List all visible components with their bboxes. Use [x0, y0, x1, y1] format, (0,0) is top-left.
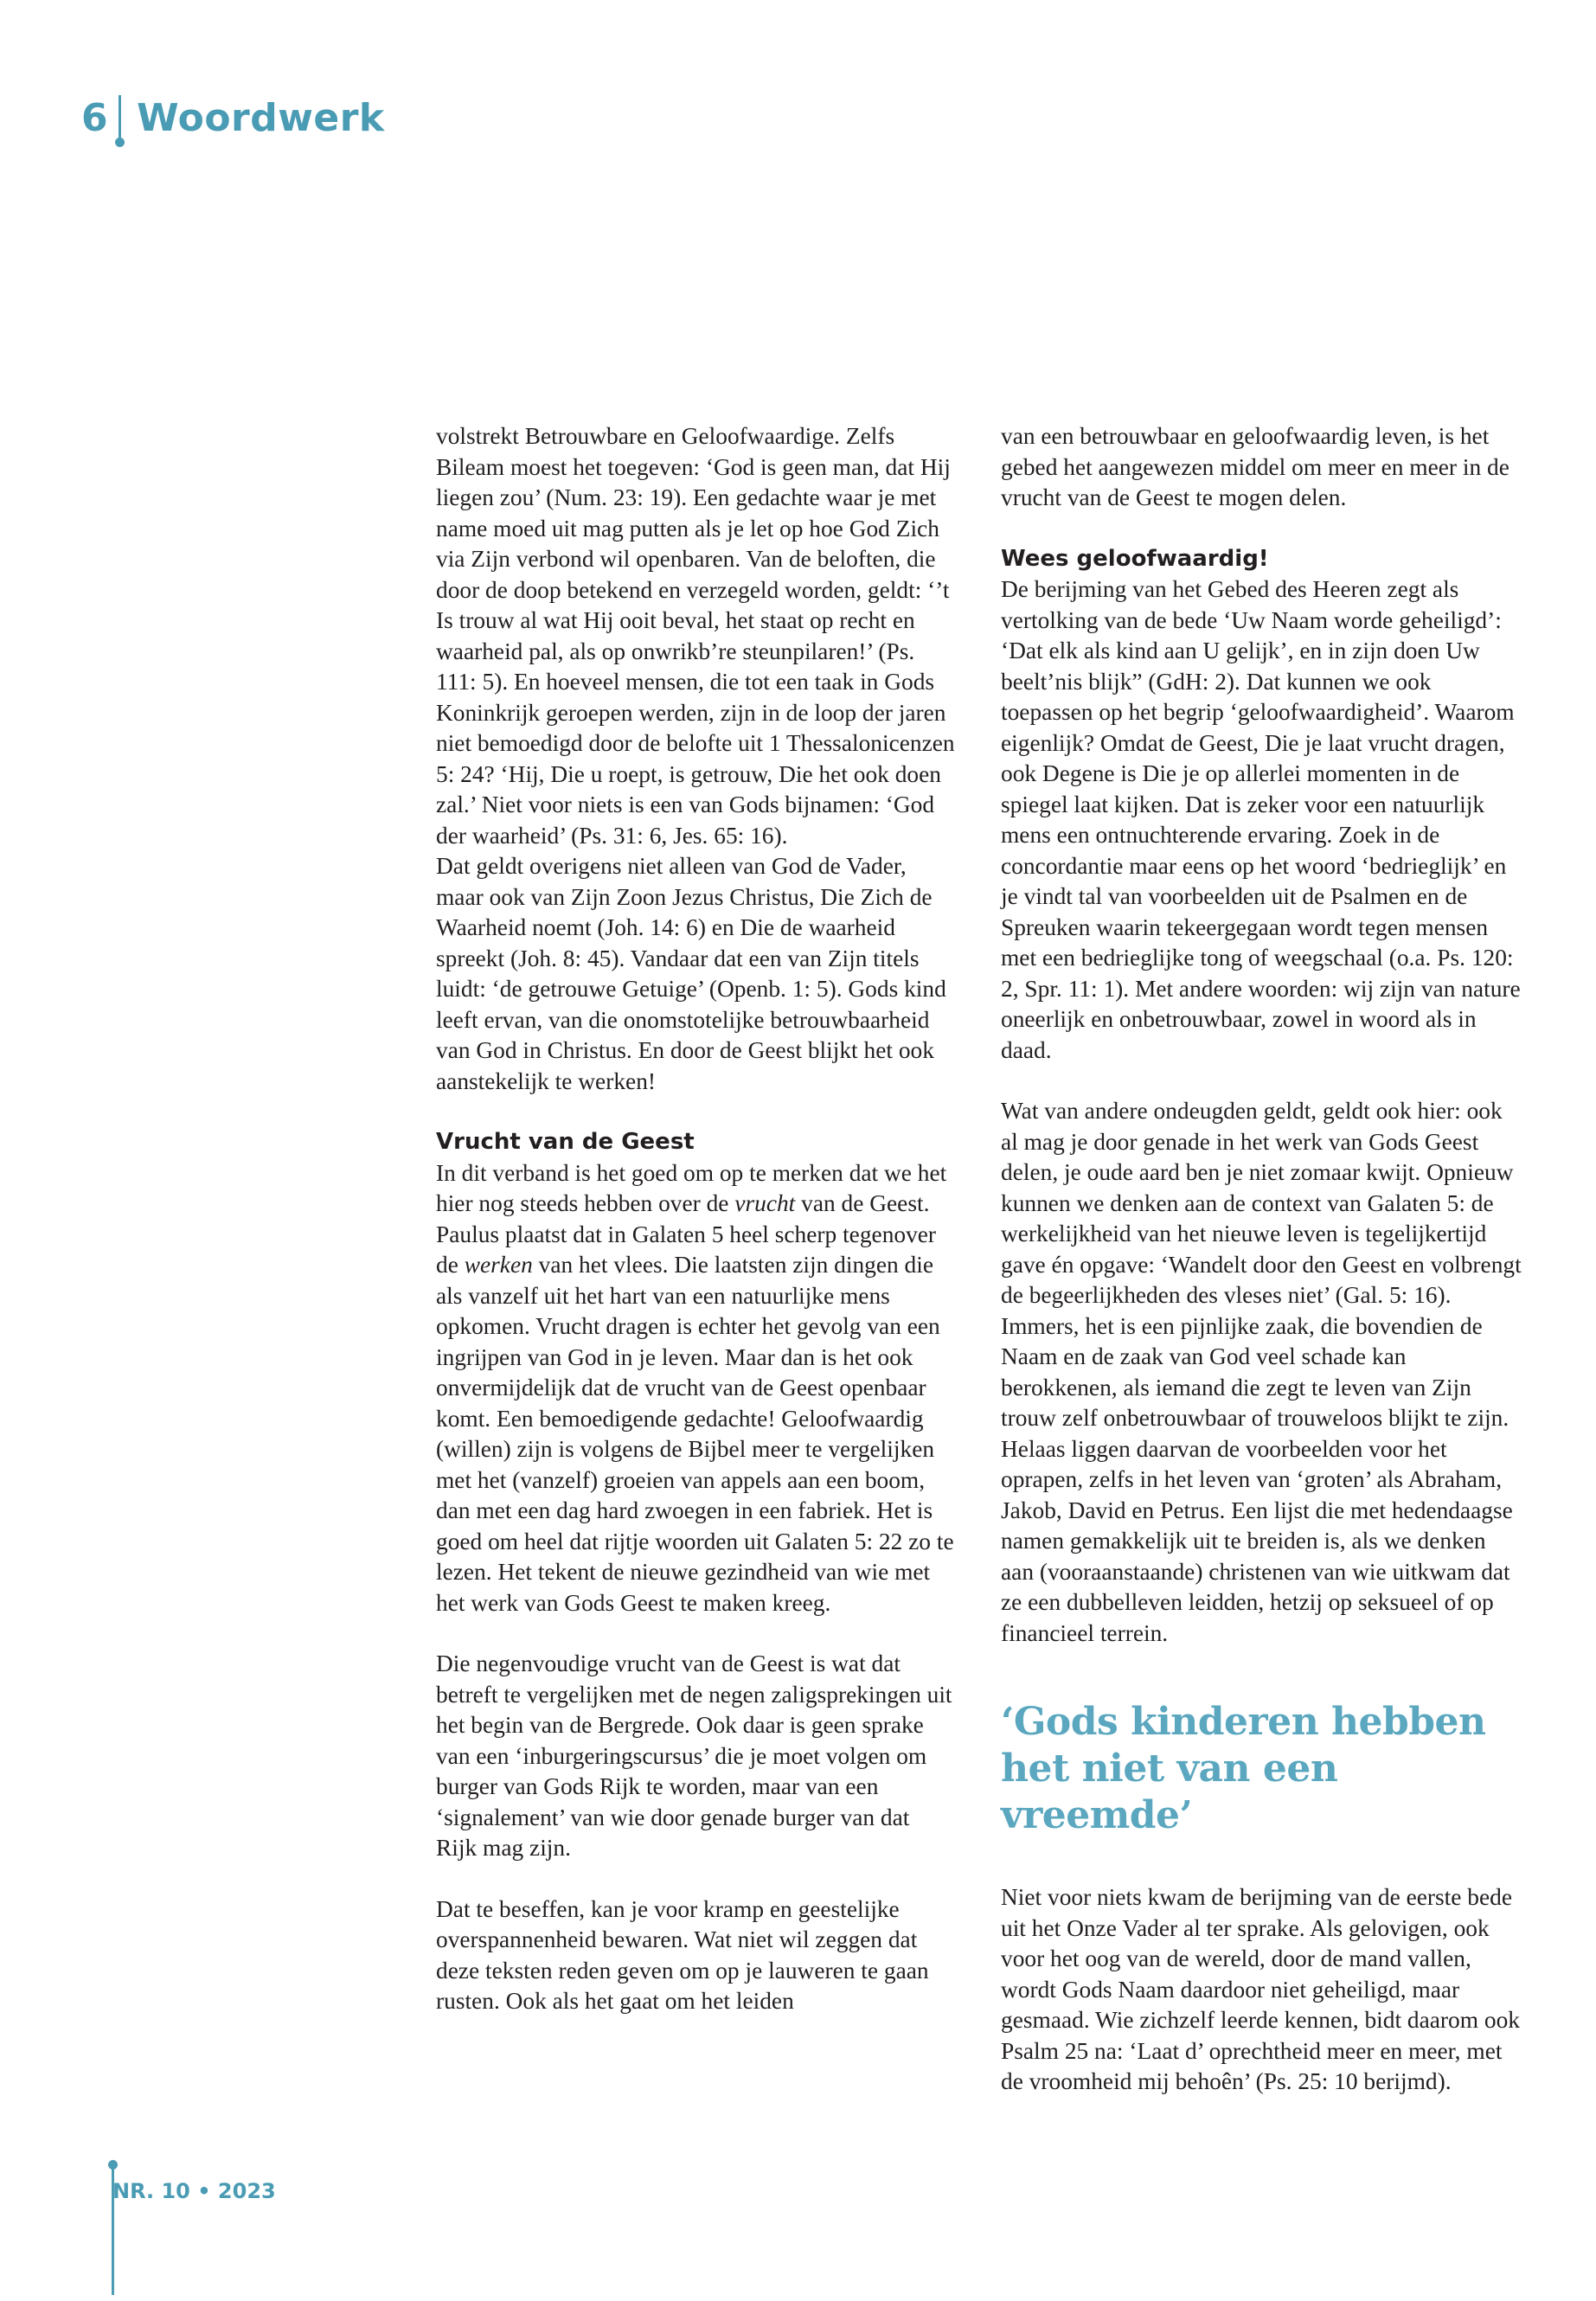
subheading-geloofwaardig: Wees geloofwaardig! [1001, 545, 1269, 572]
issue-number: NR. 10 • 2023 [112, 2179, 276, 2203]
page-number: 6 [81, 95, 109, 140]
paragraph: Die negenvoudige vrucht van de Geest is wat dat betreft te vergelijken met de negen zaligsprekingen uit het begin van de Bergrede. Ook daar is geen sprake van een ‘inburgeringscursus’ die je moet volgen om burger van Gods Rijk te worden, maar van een ‘signalement’ van wie door genade burger van dat Rijk mag zijn. [436, 1650, 952, 1861]
paragraph: In dit verband is het goed om op te merken dat we het hier nog steeds hebben over de vrucht van de Geest. Paulus plaatst dat in Galaten 5 heel scherp tegenover de werken van het vlees. Die laatsten zijn dingen die als vanzelf uit het hart van een natuurlijke mens opkomen. Vrucht dragen is echter het gevolg van een ingrijpen van God in je leven. Maar dan is het ook onvermijdelijk dat de vrucht van de Geest openbaar komt. Een bemoedigende gedachte! Geloofwaardig (willen) zijn is volgens de Bijbel meer te vergelijken met het (vanzelf) groeien van appels aan een boom, dan met een dag hard zwoegen in een fabriek. Het is goed om heel dat rijtje woorden uit Galaten 5: 22 zo te lezen. Het tekent de nieuwe gezindheid van wie met het werk van Gods Geest te maken kreeg. [436, 1159, 954, 1616]
pull-quote: ‘Gods kinderen hebben het niet van een vreemde’ [1001, 1700, 1486, 1837]
paragraph: Dat geldt overigens niet alleen van God de Vader, maar ook van Zijn Zoon Jezus Christus, Die Zich de Waarheid noemt (Joh. 14: 6) en Die de waarheid spreekt (Joh. 8: 45). Vandaar dat een van Zijn titels luidt: ‘de getrouwe Getuige’ (Openb. 1: 5). Gods kind leeft ervan, van die onomstotelijke betrouwbaarheid van God in Christus. En door de Geest blijkt het ook aanstekelijk te werken! [436, 853, 946, 1094]
paragraph: volstrekt Betrouwbare en Geloofwaardige. Zelfs Bileam moest het toegeven: ‘God is geen man, dat Hij liegen zou’ (Num. 23: 19). Een gedachte waar je met name moed uit mag putten als je let op hoe God Zich via Zijn verbond wil openbaren. Van de beloften, die door de doop betekend en verzegeld worden, geldt: ‘’t Is trouw al wat Hij ooit beval, het staat op recht en waarheid pal, als op onwrikb’re steunpilaren!’ (Ps. 111: 5). En hoeveel mensen, die tot een taak in Gods Koninkrijk geroepen werden, zijn in de loop der jaren niet bemoedigd door de belofte uit 1 Thessalonicenzen 5: 24? ‘Hij, Die u roept, is getrouw, Die het ook doen zal.’ Niet voor niets is een van Gods bijnamen: ‘God der waarheid’ (Ps. 31: 6, Jes. 65: 16). [436, 423, 955, 849]
section-title: Woordwerk [137, 95, 385, 140]
paragraph: De berijming van het Gebed des Heeren zegt als vertolking van de bede ‘Uw Naam worde geheiligd’: ‘Dat elk als kind aan U gelijk’, en in zijn doen Uw beelt’nis blijk” (GdH: 2). Dat kunnen we ook toepassen op het begrip ‘geloofwaardigheid’. Waarom eigenlijk? Omdat de Geest, Die je laat vrucht dragen, ook Degene is Die je op allerlei momenten in de spiegel laat kijken. Dat is zeker voor een natuurlijk mens een ontnuchterende ervaring. Zoek in de concordantie maar eens op het woord ‘bedrieglijk’ en je vindt tal van voorbeelden uit de Psalmen en de Spreuken waarin tekeergegaan wordt tegen mensen met een bedrieglijke tong of weegschaal (o.a. Ps. 120: 2, Spr. 11: 1). Met andere woorden: wij zijn van nature oneerlijk en onbetrouwbaar, zowel in woord als in daad. [1001, 576, 1521, 1063]
paragraph: Wat van andere ondeugden geldt, geldt ook hier: ook al mag je door genade in het werk van Gods Geest delen, je oude aard ben je niet zomaar kwijt. Opnieuw kunnen we denken aan de context van Galaten 5: de werkelijkheid van het nieuwe leven is tegelijkertijd gave én opgave: ‘Wandelt door den Geest en volbrengt de begeerlijkheden des vleses niet’ (Gal. 5: 16). Immers, het is een pijnlijke zaak, die bovendien de Naam en de zaak van God veel schade kan berokkenen, als iemand die zegt te leven van Zijn trouw zelf onbetrouwbaar of trouweloos blijkt te zijn. Helaas liggen daarvan de voorbeelden voor het oprapen, zelfs in het leven van ‘groten’ als Abraham, Jakob, David en Petrus. Een lijst die met hedendaagse namen gemakkelijk uit te breiden is, als we denken aan (vooraanstaande) christenen van wie uitkwam dat ze een dubbelleven leidden, hetzij op seksueel of op financieel terrein. [1001, 1098, 1522, 1646]
header-divider [119, 95, 121, 140]
paragraph: van een betrouwbaar en geloofwaardig leven, is het gebed het aangewezen middel om meer en meer in de vrucht van de Geest te mogen delen. [1001, 423, 1509, 510]
subheading-vrucht: Vrucht van de Geest [436, 1129, 695, 1155]
paragraph: Dat te beseffen, kan je voor kramp en geestelijke overspannenheid bewaren. Wat niet wil zeggen dat deze teksten reden geven om op je lauweren te gaan rusten. Ook als het gaat om het leiden [436, 1895, 929, 2014]
page-header [81, 95, 385, 140]
paragraph: Niet voor niets kwam de berijming van de eerste bede uit het Onze Vader al ter sprake. Als gelovigen, ook voor het oog van de wereld, door de mand vallen, wordt Gods Naam daardoor niet geheiligd, maar gesmaad. Wie zichzelf leerde kennen, bidt daarom ook Psalm 25 na: ‘Laat d’ oprechtheid meer en meer, met de vroomheid mij behoên’ (Ps. 25: 10 berijmd). [1001, 1884, 1520, 2094]
left-column [436, 421, 955, 2017]
right-column [1001, 421, 1524, 2098]
